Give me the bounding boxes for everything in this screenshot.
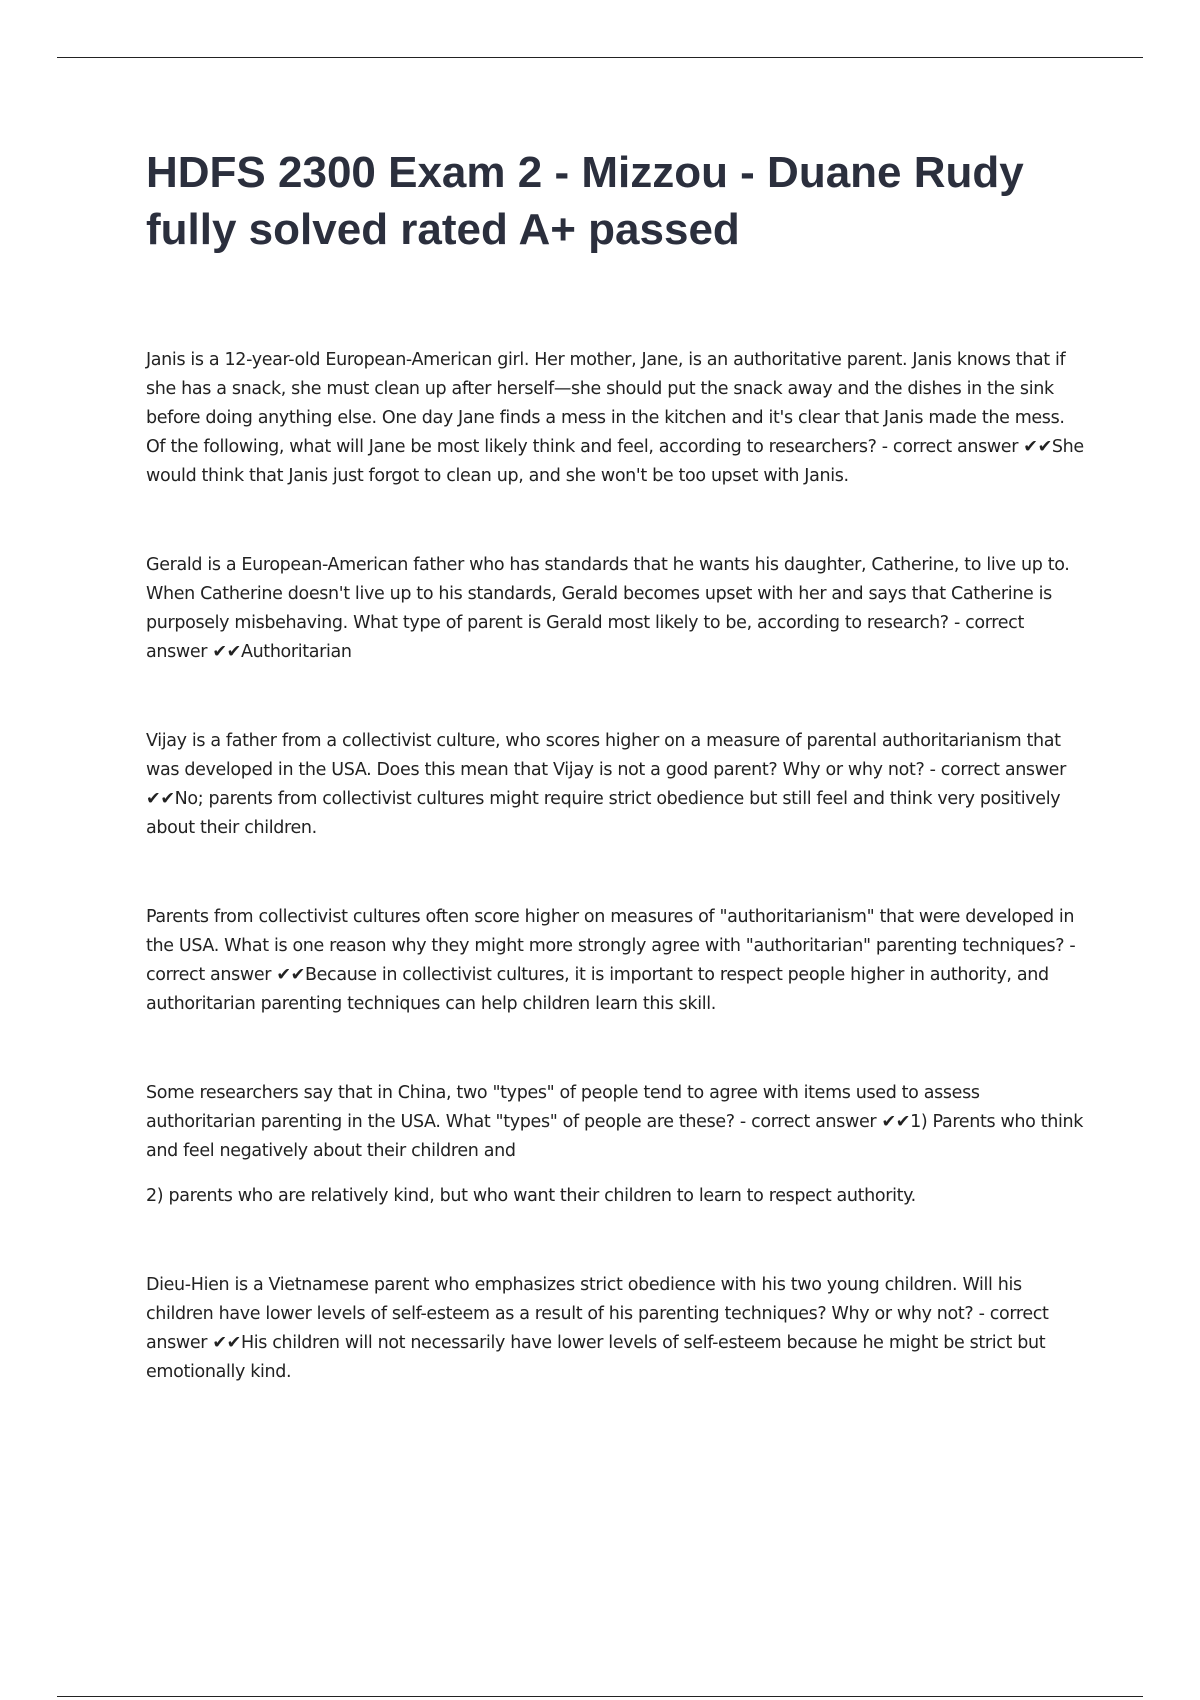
question-text: Gerald is a European-American father who has standards that he wants his daughter, Catherine, to live up to. When Catherine doesn't live up to his standards, Gerald becomes upset with her and says that Catherine is purposely misbehaving. What type of parent is Gerald most likely to be, according to research? - correct answer ✔✔Authoritarian xyxy=(146,555,1070,662)
question-text-continued: 2) parents who are relatively kind, but who want their children to learn to respect authority. xyxy=(146,1186,916,1206)
question-2 xyxy=(146,551,1086,667)
question-text: Vijay is a father from a collectivist culture, who scores higher on a measure of parental authoritarianism that was developed in the USA. Does this mean that Vijay is not a good parent? Why or why not? - correct answer ✔✔No; parents from collectivist cultures might require strict obedience but still feel and think very positively about their children. xyxy=(146,731,1066,838)
bottom-divider xyxy=(57,1696,1143,1697)
question-6 xyxy=(146,1271,1086,1387)
question-4 xyxy=(146,903,1086,1019)
question-text: Some researchers say that in China, two "types" of people tend to agree with items used to assess authoritarian parenting in the USA. What "types" of people are these? - correct answer ✔✔1) Parents who think and feel negatively about their children and xyxy=(146,1083,1084,1161)
question-list xyxy=(146,346,1086,1447)
question-5 xyxy=(146,1079,1086,1211)
top-divider xyxy=(57,57,1143,58)
question-3 xyxy=(146,727,1086,843)
question-text: Parents from collectivist cultures often score higher on measures of "authoritarianism" that were developed in the USA. What is one reason why they might more strongly agree with "authoritarian" parenting techniques? - correct answer ✔✔Because in collectivist cultures, it is important to respect people higher in authority, and authoritarian parenting techniques can help children learn this skill. xyxy=(146,907,1076,1014)
question-1 xyxy=(146,346,1086,491)
question-text: Dieu-Hien is a Vietnamese parent who emphasizes strict obedience with his two young children. Will his children have lower levels of self-esteem as a result of his parenting techniques? Why or why not? - correct answer ✔✔His children will not necessarily have lower levels of self-esteem because he might be strict but emotionally kind. xyxy=(146,1275,1049,1382)
question-text: Janis is a 12-year-old European-American girl. Her mother, Jane, is an authoritative parent. Janis knows that if she has a snack, she must clean up after herself—she should put the snack away and the dishes in the sink before doing anything else. One day Jane finds a mess in the kitchen and it's clear that Janis made the mess. Of the following, what will Jane be most likely think and feel, according to researchers? - correct answer ✔✔She would think that Janis just forgot to clean up, and she won't be too upset with Janis. xyxy=(146,350,1084,486)
document-title: HDFS 2300 Exam 2 - Mizzou - Duane Rudy fully solved rated A+ passed xyxy=(146,148,1024,254)
